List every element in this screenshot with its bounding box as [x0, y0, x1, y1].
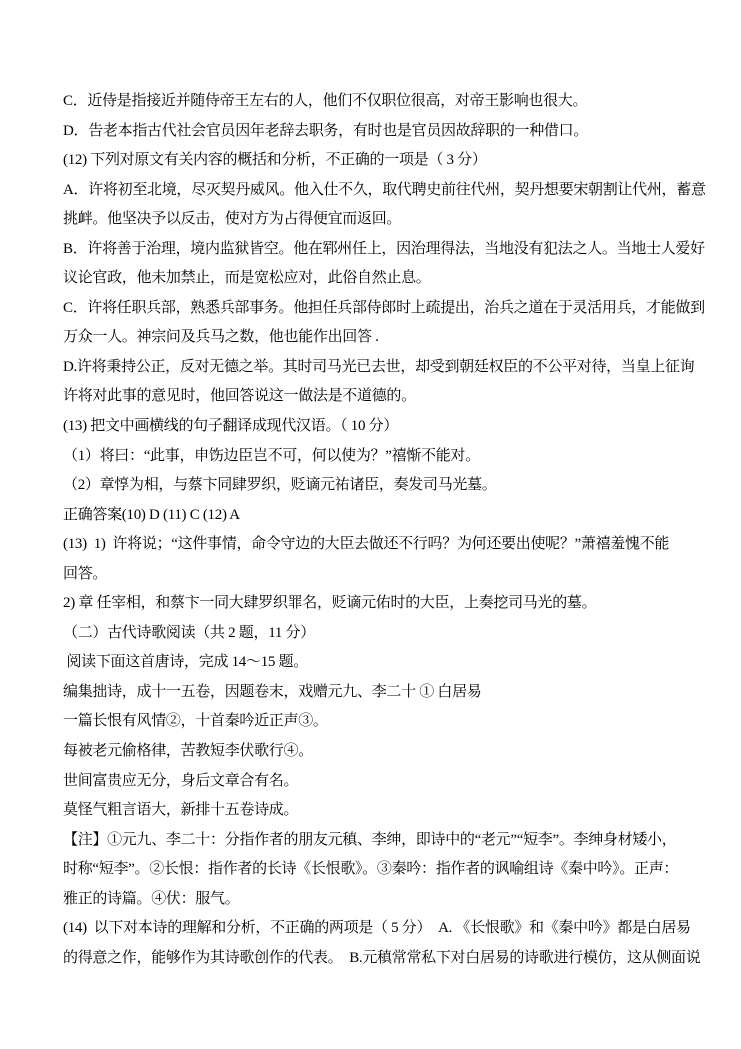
- text-line: 的得意之作，能够作为其诗歌创作的代表。 B.元稹常常私下对白居易的诗歌进行模仿，这从侧面说: [63, 949, 701, 966]
- section-heading: （二）古代诗歌阅读（共 2 题，11 分）: [63, 624, 315, 641]
- poem-line: 一篇长恨有风情②，十首秦吟近正声③。: [63, 713, 328, 730]
- text-line: (13) 1) 许将说；“这件事情，命令守边的大臣去做还不行吗？为何还要出使呢？”萧禧羞愧不能: [63, 536, 670, 553]
- text-line: 许将对此事的意见时，他回答说这一做法是不道德的。: [63, 388, 416, 405]
- answer-key-line: 正确答案(10) D (11) C (12) A: [63, 506, 240, 523]
- text-line: C．许将任职兵部，熟悉兵部事务。他担任兵部侍郎时上疏提出，治兵之道在于灵活用兵，才能做到: [63, 299, 705, 316]
- text-line: 议论官政，他未加禁止，而是宽松应对，此俗自然止息。: [63, 270, 431, 287]
- text-line: (14) 以下对本诗的理解和分析，不正确的两项是（ 5 分） A. 《长恨歌》和《秦中吟》都是白居易: [63, 920, 691, 937]
- text-line: 万众一人。神宗问及兵马之数，他也能作出回答 .: [63, 329, 379, 346]
- text-line: （1）将曰：“此事，申饬边臣岂不可，何以使为？”禧惭不能对。: [63, 447, 480, 464]
- poem-note-line: 【注】①元九、李二十：分指作者的朋友元稹、李绅，即诗中的“老元”“短李”。李绅身材矮小，: [63, 831, 677, 848]
- text-line: D.许将秉持公正，反对无德之举。其时司马光已去世，却受到朝廷权臣的不公平对待，当皇上征询: [63, 358, 695, 375]
- poem-title: 编集拙诗，成十一五卷，因题卷末，戏赠元九、李二十 ① 白居易: [63, 683, 482, 700]
- text-line: D．告老本指古代社会官员因年老辞去职务，有时也是官员因故辞职的一种借口。: [63, 122, 589, 139]
- text-line: 2) 章 任宰相，和蔡卞一同大肆罗织罪名，贬谪元佑时的大臣，上奏挖司马光的墓。: [63, 595, 597, 612]
- text-line: 回答。: [63, 565, 108, 582]
- document-page: [63, 87, 723, 973]
- poem-line: 莫怪气粗言语大，新排十五卷诗成。: [63, 802, 299, 819]
- text-line: C．近侍是指接近并随侍帝王左右的人，他们不仅职位很高，对帝王影响也很大。: [63, 93, 588, 109]
- text-line: A．许将初至北境，尽灭契丹威风。他入仕不久，取代聘史前往代州，契丹想要宋朝割让代州，蓄意: [63, 181, 706, 198]
- poem-note-line: 雅正的诗篇。④伏：服气。: [63, 890, 240, 907]
- text-line: B．许将善于治理，境内监狱皆空。他在郓州任上，因治理得法，当地没有犯法之人。当地士人爱好: [63, 240, 705, 257]
- text-line: 挑衅。他坚决予以反击，使对方为占得便宜而返回。: [63, 211, 402, 228]
- text-line: (13) 把文中画横线的句子翻译成现代汉语。（ 10 分）: [63, 418, 399, 435]
- poem-note-line: 时称“短李”。②长恨：指作者的长诗《长恨歌》。③秦吟：指作者的讽喻组诗《秦中吟》。正声：: [63, 861, 679, 878]
- text-line: （2）章惇为相，与蔡卞同肆罗织，贬谪元祐诸臣，奏发司马光墓。: [63, 477, 497, 494]
- poem-line: 每被老元偷格律，苦教短李伏歌行④。: [63, 743, 313, 760]
- text-line: (12) 下列对原文有关内容的概括和分析，不正确的一项是（ 3 分）: [63, 152, 487, 169]
- poem-line: 世间富贵应无分，身后文章合有名。: [63, 772, 299, 789]
- text-line: 阅读下面这首唐诗，完成 14～15 题。: [63, 654, 308, 671]
